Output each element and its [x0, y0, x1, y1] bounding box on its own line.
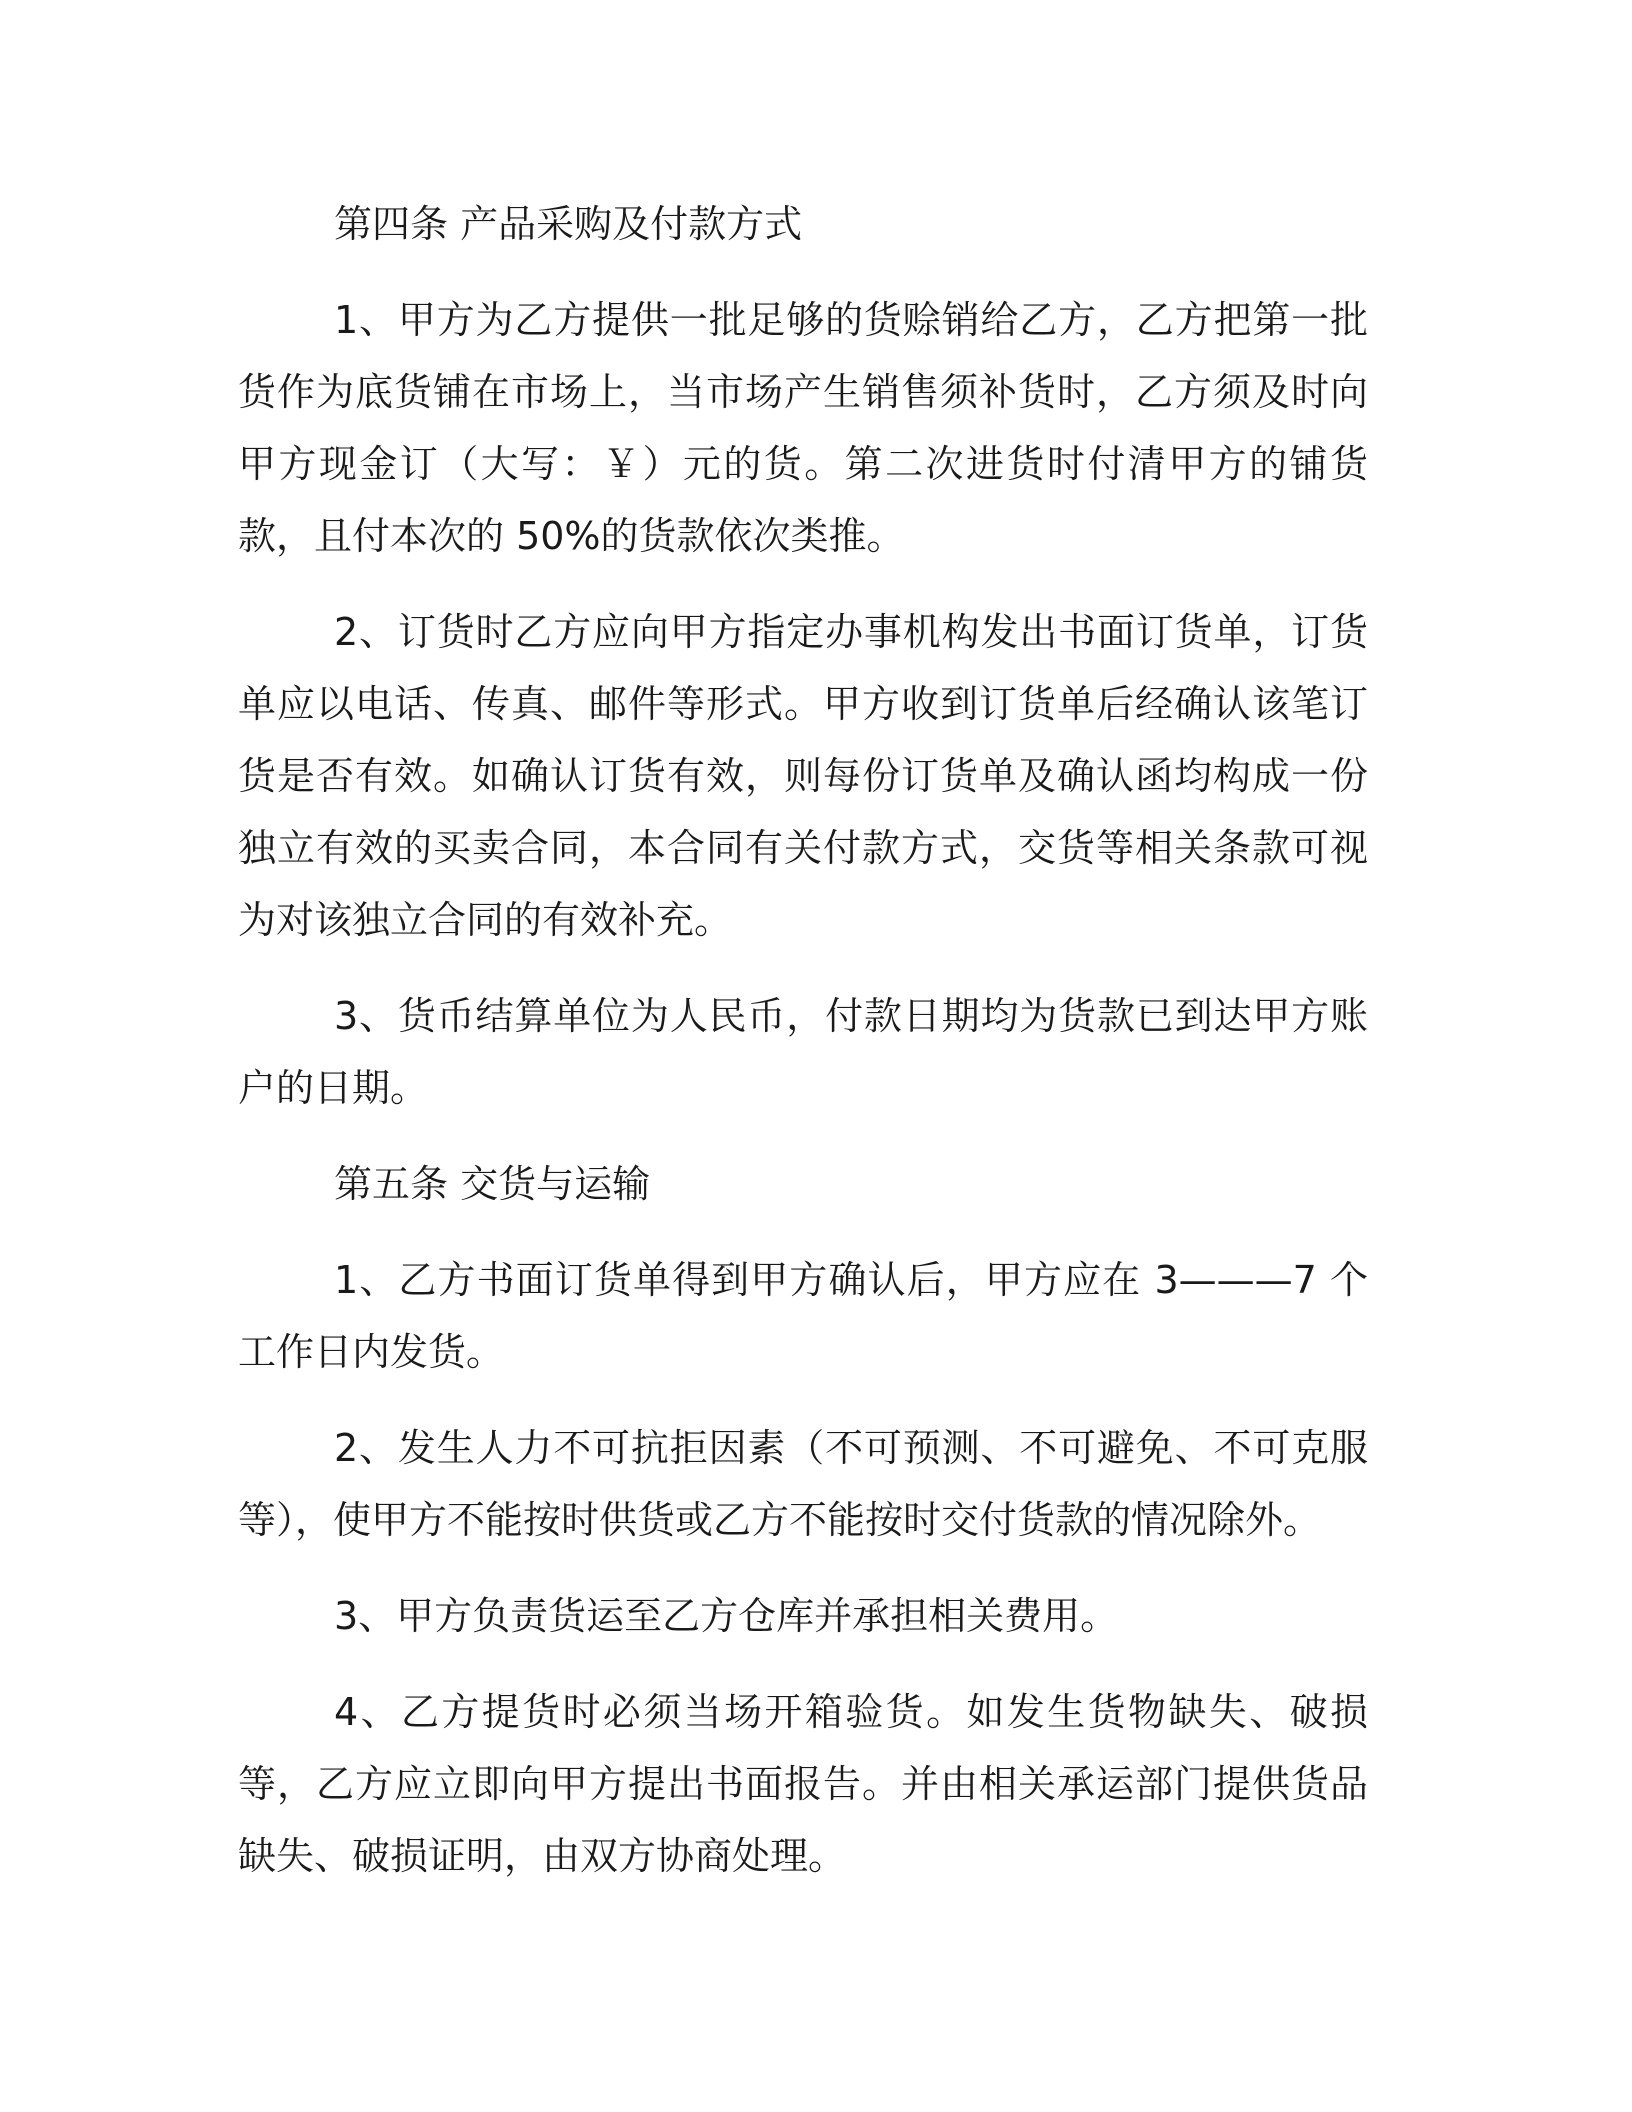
article-5-clause-3: 3、甲方负责货运至乙方仓库并承担相关费用。	[334, 1594, 1119, 1638]
article-4-clause-3: 3、货币结算单位为人民币，付款日期均为货款已到达甲方账户的日期。	[238, 994, 1368, 1110]
section-heading-article-5: 第五条 交货与运输	[334, 1162, 651, 1206]
article-4-clause-2: 2、订货时乙方应向甲方指定办事机构发出书面订货单，订货单应以电话、传真、邮件等形式。甲方收到订货单后经确认该笔订货是否有效。如确认订货有效，则每份订货单及确认函均构成一份独立有效的买卖合同，本合同有关付款方式，交货等相关条款可视为对该独立合同的有效补充。	[238, 610, 1368, 942]
document-body	[238, 188, 1368, 1916]
article-5-clause-1: 1、乙方书面订货单得到甲方确认后，甲方应在 3———7 个工作日内发货。	[238, 1258, 1368, 1374]
article-5-clause-4: 4、乙方提货时必须当场开箱验货。如发生货物缺失、破损等，乙方应立即向甲方提出书面报告。并由相关承运部门提供货品缺失、破损证明，由双方协商处理。	[238, 1690, 1368, 1878]
article-5-clause-2: 2、发生人力不可抗拒因素（不可预测、不可避免、不可克服等），使甲方不能按时供货或乙方不能按时交付货款的情况除外。	[238, 1426, 1368, 1542]
section-heading-article-4: 第四条 产品采购及付款方式	[334, 202, 803, 246]
article-4-clause-1: 1、甲方为乙方提供一批足够的货赊销给乙方，乙方把第一批货作为底货铺在市场上，当市场产生销售须补货时，乙方须及时向甲方现金订（大写：￥）元的货。第二次进货时付清甲方的铺货款，且付本次的 50%的货款依次类推。	[238, 298, 1368, 558]
